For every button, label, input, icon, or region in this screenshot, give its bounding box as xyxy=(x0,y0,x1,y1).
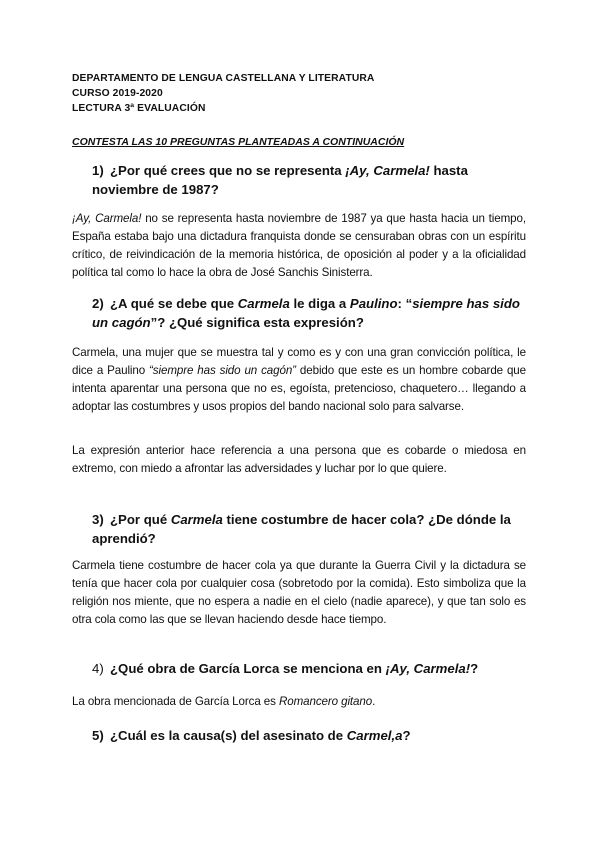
question-text: ? xyxy=(470,661,479,676)
department-line: DEPARTAMENTO DE LENGUA CASTELLANA Y LITERATURA xyxy=(72,73,375,84)
answer-text: La obra mencionada de García Lorca es xyxy=(72,695,279,708)
question-text: ¿Por qué xyxy=(110,512,171,527)
play-title: ¡Ay, Carmela! xyxy=(385,661,471,676)
character-name: Carmela xyxy=(170,512,223,527)
question-number: 5) xyxy=(92,728,104,743)
play-title: ¡Ay, Carmela! xyxy=(72,212,142,225)
question-number: 3) xyxy=(92,512,104,527)
question-text: tiene costumbre de hacer cola? ¿De dónde la aprendió? xyxy=(92,512,511,546)
question-text: ¿Cuál es la causa(s) del asesinato de xyxy=(110,728,347,743)
reading-line: LECTURA 3ª EVALUACIÓN xyxy=(72,103,206,114)
question-3 xyxy=(92,510,532,548)
character-name: Carmel,a xyxy=(346,728,403,743)
question-text: : “ xyxy=(397,296,413,311)
question-5 xyxy=(92,726,532,745)
answer-3: Carmela tiene costumbre de hacer cola ya que durante la Guerra Civil y la dictadura se tenía que hacer cola por cualquier cosa (sobretodo por la comida). Esto simboliza que la religión nos miente, que no espera a nadie en el cielo (nadie aparece), y que tan solo es otra cola como las que se llevan haciendo desde hace tiempo. xyxy=(72,559,526,626)
question-4 xyxy=(92,659,532,678)
answer-text: debido que este es un hombre cobarde que intenta aparentar una persona que no es, egoísta, pretencioso, chaquetero… llegando a adoptar las costumbres y usos propios del bando nacional solo para salvarse. xyxy=(72,364,527,413)
question-number: 1) xyxy=(92,163,104,178)
play-title: ¡Ay, Carmela! xyxy=(345,163,430,178)
question-number: 4) xyxy=(92,661,104,676)
question-2 xyxy=(92,294,532,332)
answer-1 xyxy=(72,210,526,282)
quote: “siempre has sido un cagón” xyxy=(149,364,296,377)
instruction-heading: CONTESTA LAS 10 PREGUNTAS PLANTEADAS A CONTINUACIÓN xyxy=(72,136,405,148)
quote: siempre has sido un cagón xyxy=(92,296,520,330)
answer-text: Carmela, una mujer que se muestra tal y como es y con una gran convicción política, le dice a Paulino xyxy=(72,346,526,377)
question-text: ¿Qué obra de García Lorca se menciona en xyxy=(110,661,386,676)
question-text: ? xyxy=(402,728,411,743)
answer-2-paragraph-2: La expresión anterior hace referencia a una persona que es cobarde o miedosa en extremo, con miedo a afrontar las adversidades y luchar por lo que quiere. xyxy=(72,444,526,475)
answer-4 xyxy=(72,693,526,711)
question-number: 2) xyxy=(92,296,104,311)
question-text: hasta noviembre de 1987? xyxy=(92,163,468,197)
answer-text: no se representa hasta noviembre de 1987 ya que hasta hacia un tiempo, España estaba bajo una dictadura franquista donde se censuraban obras con un espíritu crítico, de reivindicación de la memoria histórica, de oposición al poder y a la oficialidad política tal como lo hace la obra de José Sanchis Sinisterra. xyxy=(72,212,526,279)
answer-text: . xyxy=(372,695,376,708)
character-name: Carmela xyxy=(237,296,290,311)
character-name: Paulino xyxy=(349,296,398,311)
answer-2-paragraph-1 xyxy=(72,344,526,416)
question-text: ”? ¿Qué significa esta expresión? xyxy=(150,315,364,330)
course-line: CURSO 2019-2020 xyxy=(72,88,163,99)
work-title: Romancero gitano xyxy=(278,695,373,708)
question-text: le diga a xyxy=(289,296,350,311)
question-text: ¿A qué se debe que xyxy=(110,296,238,311)
question-1 xyxy=(92,161,532,199)
question-text: ¿Por qué crees que no se representa xyxy=(110,163,346,178)
